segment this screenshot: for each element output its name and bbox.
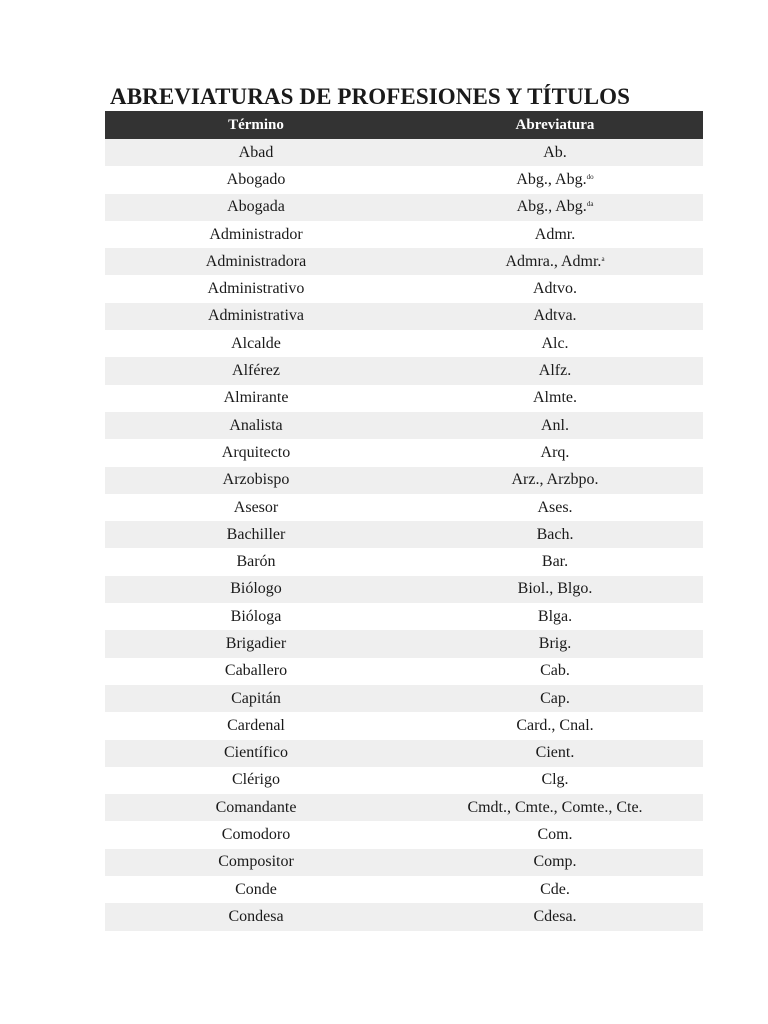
- abbreviation-cell: [407, 712, 703, 739]
- abbreviation-cell: [407, 576, 703, 603]
- term-cell: Capitán: [105, 685, 407, 712]
- abbreviation-cell: [407, 494, 703, 521]
- abbreviation-cell: [407, 221, 703, 248]
- term-cell: Arquitecto: [105, 439, 407, 466]
- table-row: [105, 467, 703, 494]
- abbreviation-text: Abg., Abg.: [516, 170, 587, 188]
- term-cell: Abad: [105, 139, 407, 166]
- term-cell: Administradora: [105, 248, 407, 275]
- abbreviation-cell: [407, 849, 703, 876]
- abbreviation-cell: [407, 740, 703, 767]
- table-row: [105, 821, 703, 848]
- term-cell: Abogado: [105, 166, 407, 193]
- abbreviation-text: Brig.: [538, 634, 572, 652]
- abbreviation-cell: [407, 685, 703, 712]
- table-row: [105, 139, 703, 166]
- term-cell: Comandante: [105, 794, 407, 821]
- abbreviation-text: Adtvo.: [533, 280, 577, 298]
- abbreviation-text: Comp.: [533, 853, 577, 871]
- abbreviation-cell: [407, 630, 703, 657]
- term-cell: Analista: [105, 412, 407, 439]
- abbreviation-text: Arq.: [540, 443, 570, 461]
- table-row: [105, 330, 703, 357]
- abbreviation-superscript: do: [586, 172, 594, 181]
- abbreviation-superscript: da: [586, 200, 594, 209]
- table-row: [105, 685, 703, 712]
- term-cell: Conde: [105, 876, 407, 903]
- table-row: [105, 221, 703, 248]
- abbreviation-cell: [407, 166, 703, 193]
- abbreviation-text: Cde.: [540, 880, 570, 898]
- abbreviation-cell: [407, 821, 703, 848]
- term-cell: Clérigo: [105, 767, 407, 794]
- abbreviation-text: Com.: [537, 826, 573, 844]
- table-row: [105, 767, 703, 794]
- table-row: [105, 521, 703, 548]
- term-cell: Almirante: [105, 385, 407, 412]
- table-row: [105, 439, 703, 466]
- abbreviation-text: Cap.: [540, 689, 570, 707]
- term-cell: Alférez: [105, 357, 407, 384]
- header-term: Término: [105, 111, 407, 139]
- term-cell: Barón: [105, 548, 407, 575]
- abbreviation-text: Cdesa.: [533, 907, 577, 925]
- table-row: [105, 740, 703, 767]
- abbreviation-cell: [407, 903, 703, 930]
- table-row: [105, 548, 703, 575]
- table-row: [105, 712, 703, 739]
- abbreviation-text: Abg., Abg.: [516, 198, 587, 216]
- abbreviation-cell: [407, 603, 703, 630]
- table-row: [105, 248, 703, 275]
- term-cell: Biólogo: [105, 576, 407, 603]
- abbreviation-cell: [407, 139, 703, 166]
- abbreviation-cell: [407, 548, 703, 575]
- abbreviation-text: Bar.: [541, 553, 569, 571]
- abbreviation-text: Almte.: [533, 389, 577, 407]
- abbreviation-text: Anl.: [541, 416, 569, 434]
- abbreviation-text: Biol., Blgo.: [517, 580, 593, 598]
- term-cell: Comodoro: [105, 821, 407, 848]
- abbreviation-text: Bach.: [536, 525, 574, 543]
- term-cell: Cardenal: [105, 712, 407, 739]
- abbreviation-text: Clg.: [541, 771, 569, 789]
- abbreviation-cell: [407, 876, 703, 903]
- abbreviation-cell: [407, 248, 703, 275]
- table-row: [105, 357, 703, 384]
- abbreviation-text: Admr.: [534, 225, 576, 243]
- table-row: [105, 658, 703, 685]
- term-cell: Científico: [105, 740, 407, 767]
- abbreviation-cell: [407, 412, 703, 439]
- abbreviation-text: Ases.: [537, 498, 573, 516]
- abbreviation-cell: [407, 467, 703, 494]
- table-row: [105, 576, 703, 603]
- table-row: [105, 876, 703, 903]
- term-cell: Administrativa: [105, 303, 407, 330]
- abbreviation-cell: [407, 194, 703, 221]
- table-row: [105, 630, 703, 657]
- abbreviation-superscript: a: [601, 254, 605, 263]
- term-cell: Administrador: [105, 221, 407, 248]
- table-row: [105, 903, 703, 930]
- table-row: [105, 794, 703, 821]
- table-row: [105, 275, 703, 302]
- term-cell: Bachiller: [105, 521, 407, 548]
- abbreviation-text: Blga.: [537, 607, 573, 625]
- table-row: [105, 385, 703, 412]
- abbreviation-cell: [407, 275, 703, 302]
- table-header: [105, 111, 703, 139]
- table-row: [105, 303, 703, 330]
- abbreviation-cell: [407, 385, 703, 412]
- term-cell: Asesor: [105, 494, 407, 521]
- term-cell: Compositor: [105, 849, 407, 876]
- abbreviation-cell: [407, 658, 703, 685]
- term-cell: Administrativo: [105, 275, 407, 302]
- table-row: [105, 412, 703, 439]
- abbreviation-cell: [407, 357, 703, 384]
- document-title: ABREVIATURAS DE PROFESIONES Y TÍTULOS: [110, 84, 631, 109]
- table-row: [105, 603, 703, 630]
- abbreviations-table: [105, 111, 703, 931]
- table-row: [105, 494, 703, 521]
- abbreviation-text: Alfz.: [538, 362, 572, 380]
- table-row: [105, 194, 703, 221]
- abbreviation-text: Cab.: [540, 662, 570, 680]
- header-abbreviation: Abreviatura: [407, 111, 703, 139]
- term-cell: Arzobispo: [105, 467, 407, 494]
- abbreviation-cell: [407, 439, 703, 466]
- abbreviation-cell: [407, 794, 703, 821]
- abbreviation-text: Card., Cnal.: [516, 716, 594, 734]
- abbreviation-cell: [407, 303, 703, 330]
- table-header-row: [105, 111, 703, 139]
- abbreviation-text: Admra., Admr.: [505, 252, 602, 270]
- term-cell: Alcalde: [105, 330, 407, 357]
- abbreviation-text: Cmdt., Cmte., Comte., Cte.: [467, 798, 643, 816]
- term-cell: Abogada: [105, 194, 407, 221]
- abbreviation-text: Arz., Arzbpo.: [511, 471, 599, 489]
- term-cell: Bióloga: [105, 603, 407, 630]
- abbreviation-text: Ab.: [543, 143, 567, 161]
- table-body: [105, 139, 703, 931]
- abbreviation-text: Cient.: [535, 744, 575, 762]
- abbreviation-cell: [407, 521, 703, 548]
- abbreviation-text: Alc.: [541, 334, 569, 352]
- abbreviation-cell: [407, 330, 703, 357]
- term-cell: Condesa: [105, 903, 407, 930]
- table-row: [105, 849, 703, 876]
- term-cell: Caballero: [105, 658, 407, 685]
- abbreviation-cell: [407, 767, 703, 794]
- table-row: [105, 166, 703, 193]
- abbreviation-text: Adtva.: [533, 307, 577, 325]
- term-cell: Brigadier: [105, 630, 407, 657]
